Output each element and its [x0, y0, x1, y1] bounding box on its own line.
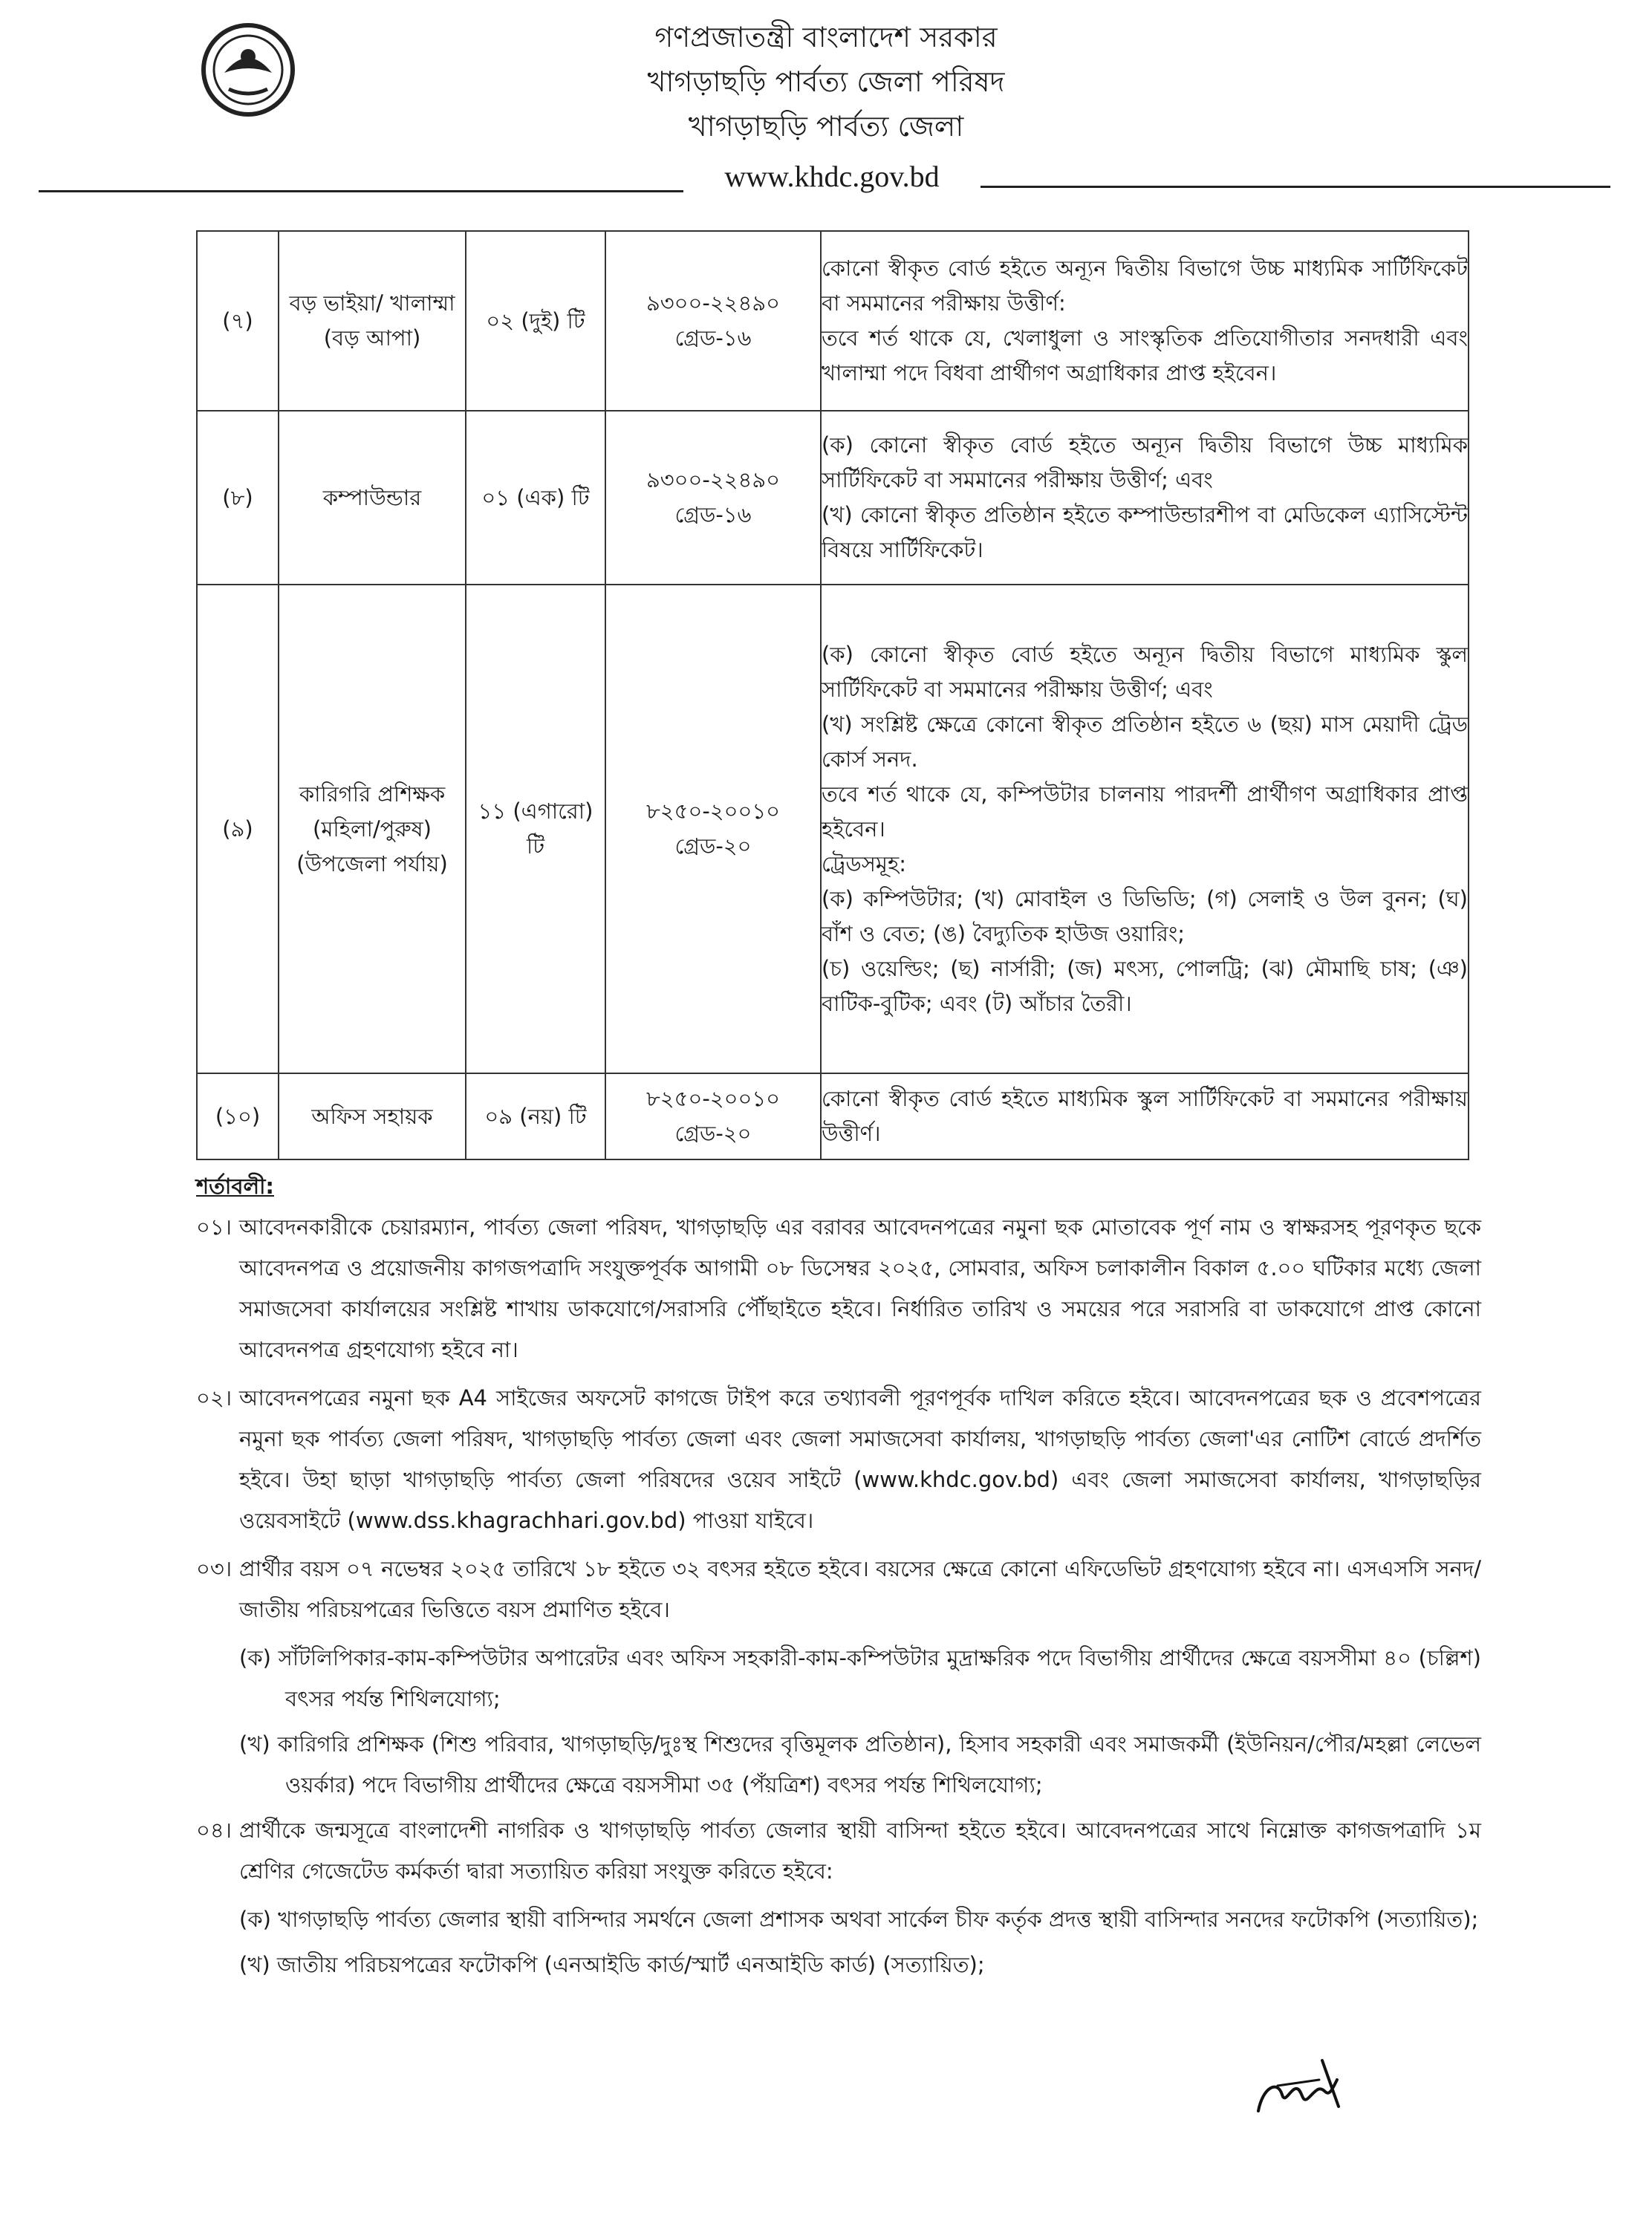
post-pay-scale: ৯৩০০-২২৪৯০ গ্রেড-১৬ — [605, 411, 821, 585]
header-website[interactable]: www.khdc.gov.bd — [724, 160, 940, 193]
post-requirements — [821, 411, 1469, 585]
requirement-line: (চ) ওয়েল্ডিং; (ছ) নার্সারী; (জ) মৎস্য, পোলট্রি; (ঝ) মৌমাছি চাষ; (ঞ) বাটিক-বুটিক; এবং (ট) আঁচার তৈরী। — [822, 955, 1468, 1016]
post-name: কারিগরি প্রশিক্ষক (মহিলা/পুরুষ) (উপজেলা পর্যায়) — [279, 585, 466, 1073]
requirement-line: কোনো স্বীকৃত বোর্ড হইতে অন্যূন দ্বিতীয় বিভাগে উচ্চ মাধ্যমিক সার্টিফিকেট বা সমমানের পরীক্ষায় উত্তীর্ণ: — [822, 256, 1468, 316]
post-name: কম্পাউন্ডার — [279, 411, 466, 585]
condition-text: প্রার্থীকে জন্মসূত্রে বাংলাদেশী নাগরিক ও খাগড়াছড়ি পার্বত্য জেলার স্থায়ী বাসিন্দা হইতে হইবে। আবেদনপত্রের সাথে নিম্নোক্ত কাগজপত্রাদি ১ম শ্রেণির গেজেটেড কর্মকর্তা দ্বারা সত্যায়িত করিয়া সংযুক্ত করিতে হইবে: — [239, 1818, 1481, 1884]
condition-text: আবেদনকারীকে চেয়ারম্যান, পার্বত্য জেলা পরিষদ, খাগড়াছড়ি এর বরাবর আবেদনপত্রের নমুনা ছক মোতাবেক পূর্ণ নাম ও স্বাক্ষরসহ পূরণকৃত ছকে আবেদনপত্র ও প্রয়োজনীয় কাগজপত্রাদি সংযুক্তপূর্বক আগামী ০৮ ডিসেম্বর ২০২৫, সোমবার, অফিস চলাকালীন বিকাল ৫.০০ ঘটিকার মধ্যে জেলা সমাজসেবা কার্যালয়ের সংশ্লিষ্ট শাখায় ডাকযোগে/সরাসরি পৌঁছাইতে হইবে। নির্ধারিত তারিখ ও সময়ের পরে সরাসরি বা ডাকযোগে প্রাপ্ত কোনো আবেদনপত্র গ্রহণযোগ্য হইবে না। — [239, 1214, 1481, 1362]
post-count: ০১ (এক) টি — [466, 411, 605, 585]
condition-item — [196, 1207, 1481, 1370]
table-row — [197, 1073, 1469, 1159]
post-serial: (১০) — [197, 1073, 279, 1159]
post-serial: (৮) — [197, 411, 279, 585]
table-row — [197, 231, 1469, 411]
requirement-line: কোনো স্বীকৃত বোর্ড হইতে মাধ্যমিক স্কুল সার্টিফিকেট বা সমমানের পরীক্ষায় উত্তীর্ণ। — [822, 1086, 1468, 1146]
header-council: খাগড়াছড়ি পার্বত্য জেলা পরিষদ — [647, 65, 1005, 98]
post-pay-scale: ৯৩০০-২২৪৯০ গ্রেড-১৬ — [605, 231, 821, 411]
conditions-title: শর্তাবলী: — [196, 1174, 274, 1199]
government-seal-icon — [199, 21, 297, 119]
post-name: বড় ভাইয়া/ খালাম্মা (বড় আপা) — [279, 231, 466, 411]
requirement-line: তবে শর্ত থাকে যে, খেলাধুলা ও সাংস্কৃতিক প্রতিযোগীতার সনদধারী এবং খালাম্মা পদে বিধবা প্রার্থীগণ অগ্রাধিকার প্রাপ্ত হইবেন। — [822, 325, 1468, 385]
post-name: অফিস সহায়ক — [279, 1073, 466, 1159]
requirement-line: তবে শর্ত থাকে যে, কম্পিউটার চালনায় পারদর্শী প্রার্থীগণ অগ্রাধিকার প্রাপ্ত হইবেন। — [822, 781, 1468, 842]
post-requirements — [821, 231, 1469, 411]
letterhead — [0, 0, 1652, 201]
table-row — [197, 411, 1469, 585]
post-requirements — [821, 1073, 1469, 1159]
condition-number: ০৩। — [196, 1556, 232, 1581]
condition-item — [196, 1810, 1481, 1892]
requirement-line: (ক) কোনো স্বীকৃত বোর্ড হইতে অন্যূন দ্বিতীয় বিভাগে মাধ্যমিক স্কুল সার্টিফিকেট বা সমমানের পরীক্ষায় উত্তীর্ণ; এবং — [822, 641, 1468, 702]
requirement-line: (ক) কম্পিউটার; (খ) মোবাইল ও ডিভিডি; (গ) সেলাই ও উল বুনন; (ঘ) বাঁশ ও বেত; (ঙ) বৈদ্যুতিক হাউজ ওয়ারিং; — [822, 885, 1468, 946]
post-pay-scale: ৮২৫০-২০০১০ গ্রেড-২০ — [605, 1073, 821, 1159]
requirement-line: (খ) কোনো স্বীকৃত প্রতিষ্ঠান হইতে কম্পাউন্ডারশীপ বা মেডিকেল এ্যাসিস্টেন্ট বিষয়ে সার্টিফিকেট। — [822, 502, 1468, 562]
condition-subitem: (খ) জাতীয় পরিচয়পত্রের ফটোকপি (এনআইডি কার্ড/স্মার্ট এনআইডি কার্ড) (সত্যায়িত); — [239, 1952, 985, 1977]
table-row — [197, 585, 1469, 1073]
post-count: ০২ (দুই) টি — [466, 231, 605, 411]
condition-subitem: (ক) সাঁটলিপিকার-কাম-কম্পিউটার অপারেটর এবং অফিস সহকারী-কাম-কম্পিউটার মুদ্রাক্ষরিক পদে বিভাগীয় প্রার্থীদের ক্ষেত্রে বয়সসীমা ৪০ (চল্লিশ) বৎসর পর্যন্ত শিথিলযোগ্য; — [239, 1645, 1481, 1711]
condition-number: ০৪। — [196, 1818, 232, 1843]
post-count: ০৯ (নয়) টি — [466, 1073, 605, 1159]
condition-subitem: (ক) খাগড়াছড়ি পার্বত্য জেলার স্থায়ী বাসিন্দার সমর্থনে জেলা প্রশাসক অথবা সার্কেল চীফ কর্তৃক প্রদত্ত স্থায়ী বাসিন্দার সনদের ফটোকপি (সত্যায়িত); — [239, 1907, 1479, 1932]
condition-number: ০২। — [196, 1385, 232, 1411]
condition-item — [196, 1378, 1481, 1541]
requirement-line: (খ) সংশ্লিষ্ট ক্ষেত্রে কোনো স্বীকৃত প্রতিষ্ঠান হইতে ৬ (ছয়) মাস মেয়াদী ট্রেড কোর্স সনদ. — [822, 711, 1468, 772]
post-count: ১১ (এগারো) টি — [466, 585, 605, 1073]
requirement-line: ট্রেডসমূহ: — [822, 850, 906, 876]
condition-subitem: (খ) কারিগরি প্রশিক্ষক (শিশু পরিবার, খাগড়াছড়ি/দুঃস্থ শিশুদের বৃত্তিমূলক প্রতিষ্ঠান), হিসাব সহকারী এবং সমাজকর্মী (ইউনিয়ন/পৌর/মহল্লা লেভেল ওয়র্কার) পদে বিভাগীয় প্রার্থীদের ক্ষেত্রে বয়সসীমা ৩৫ (পঁয়ত্রিশ) বৎসর পর্যন্ত শিথিলযোগ্য; — [239, 1731, 1481, 1798]
condition-text: আবেদনপত্রের নমুনা ছক A4 সাইজের অফসেট কাগজে টাইপ করে তথ্যাবলী পূরণপূর্বক দাখিল করিতে হইবে। আবেদনপত্রের ছক ও প্রবেশপত্রের নমুনা ছক পার্বত্য জেলা পরিষদ, খাগড়াছড়ি পার্বত্য জেলা এবং জেলা সমাজসেবা কার্যালয়, খাগড়াছড়ি পার্বত্য জেলা'এর নোটিশ বোর্ডে প্রদর্শিত হইবে। উহা ছাড়া খাগড়াছড়ি পার্বত্য জেলা পরিষদের ওয়েব সাইটে (www.khdc.gov.bd) এবং জেলা সমাজসেবা কার্যালয়, খাগড়াছড়ির ওয়েবসাইটে (www.dss.khagrachhari.gov.bd) পাওয়া যাইবে। — [239, 1385, 1481, 1533]
post-serial: (৭) — [197, 231, 279, 411]
post-serial: (৯) — [197, 585, 279, 1073]
posts-table — [196, 230, 1469, 1160]
header-rule-left — [39, 190, 683, 192]
conditions-section — [196, 1166, 1481, 1990]
post-requirements — [821, 585, 1469, 1073]
header-rule-right — [981, 186, 1610, 188]
requirement-line: (ক) কোনো স্বীকৃত বোর্ড হইতে অন্যূন দ্বিতীয় বিভাগে উচ্চ মাধ্যমিক সার্টিফিকেট বা সমমানের পরীক্ষায় উত্তীর্ণ; এবং — [822, 432, 1468, 492]
header-government: গণপ্রজাতন্ত্রী বাংলাদেশ সরকার — [654, 21, 998, 53]
condition-item — [196, 1549, 1481, 1630]
condition-number: ০১। — [196, 1214, 232, 1240]
condition-text: প্রার্থীর বয়স ০৭ নভেম্বর ২০২৫ তারিখে ১৮ হইতে ৩২ বৎসর হইতে হইবে। বয়সের ক্ষেত্রে কোনো এফিডেভিট গ্রহণযোগ্য হইবে না। এসএসসি সনদ/জাতীয় পরিচয়পত্রের ভিত্তিতে বয়স প্রমাণিত হইবে। — [239, 1556, 1481, 1622]
post-pay-scale: ৮২৫০-২০০১০ গ্রেড-২০ — [605, 585, 821, 1073]
header-district: খাগড়াছড়ি পার্বত্য জেলা — [688, 110, 964, 143]
signature-icon — [1248, 2043, 1352, 2124]
